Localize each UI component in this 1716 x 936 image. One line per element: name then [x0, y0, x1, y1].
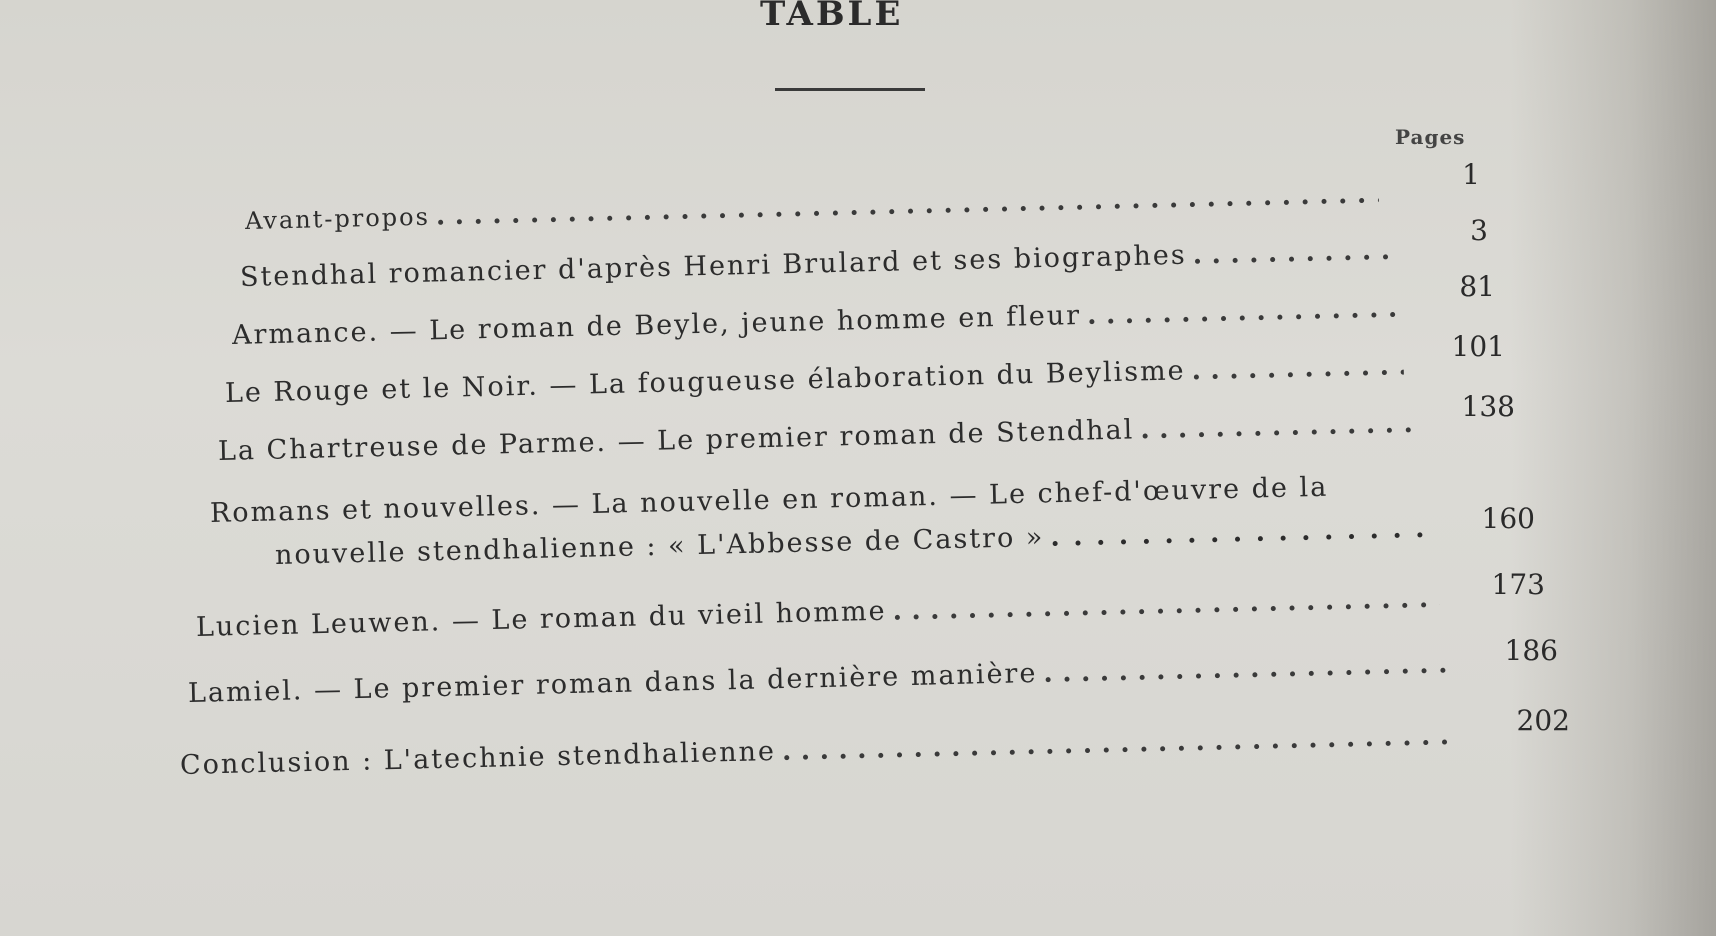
dot-leader — [1087, 293, 1396, 331]
toc-entry-page: 202 — [1516, 704, 1570, 737]
toc-entry — [196, 583, 1446, 643]
dot-leader — [1050, 513, 1429, 553]
toc-entry-title-continued: nouvelle stendhalienne : « L'Abbesse de Castro » — [274, 521, 1045, 571]
dot-leader — [782, 720, 1460, 767]
toc-entry — [218, 408, 1418, 467]
toc-entry-title: Lucien Leuwen. — Le roman du vieil homme — [195, 595, 887, 643]
toc-entry — [180, 720, 1466, 781]
toc-entry-page: 138 — [1461, 390, 1515, 423]
toc-entry-title: Lamiel. — Le premier roman dans la dernière manière — [187, 657, 1038, 709]
dot-leader — [1191, 350, 1404, 386]
dot-leader — [1192, 235, 1389, 271]
toc-entry — [188, 648, 1456, 709]
toc-entry-page: 186 — [1504, 634, 1558, 667]
toc-entry-title: La Chartreuse de Parme. — Le premier roman de Stendhal — [217, 414, 1135, 467]
toc-entry-title: Romans et nouvelles. — La nouvelle en roman. — Le chef-d'œuvre de la — [209, 471, 1329, 529]
dot-leader — [1043, 648, 1450, 689]
toc-entry — [225, 350, 1410, 409]
pages-column-label: Pages — [1395, 125, 1466, 149]
dot-leader — [435, 178, 1379, 231]
toc-entry-title: Armance. — Le roman de Beyle, jeune homme en fleur — [231, 299, 1082, 351]
toc-entry-page: 3 — [1470, 214, 1488, 247]
toc-entry-page: 1 — [1462, 158, 1480, 191]
toc-entry-title: Avant-propos — [244, 202, 431, 235]
toc-entry-page: 81 — [1459, 270, 1495, 303]
toc-entry-page: 160 — [1481, 502, 1535, 535]
dot-leader — [892, 583, 1440, 627]
toc-entry-title: Conclusion : L'atechnie stendhalienne — [179, 735, 777, 781]
toc-entry — [240, 235, 1395, 293]
toc-entry-page: 101 — [1451, 330, 1505, 363]
toc-entry-page: 173 — [1491, 568, 1545, 601]
dot-leader — [1140, 408, 1412, 445]
toc-entry-title: Le Rouge et le Noir. — La fougueuse élaboration du Beylisme — [224, 355, 1186, 409]
toc-entry — [232, 292, 1402, 351]
page-title: TABLE — [760, 0, 904, 34]
toc-entry — [245, 178, 1385, 236]
toc-entry-title: Stendhal romancier d'après Henri Brulard et ses biographes — [239, 239, 1188, 293]
